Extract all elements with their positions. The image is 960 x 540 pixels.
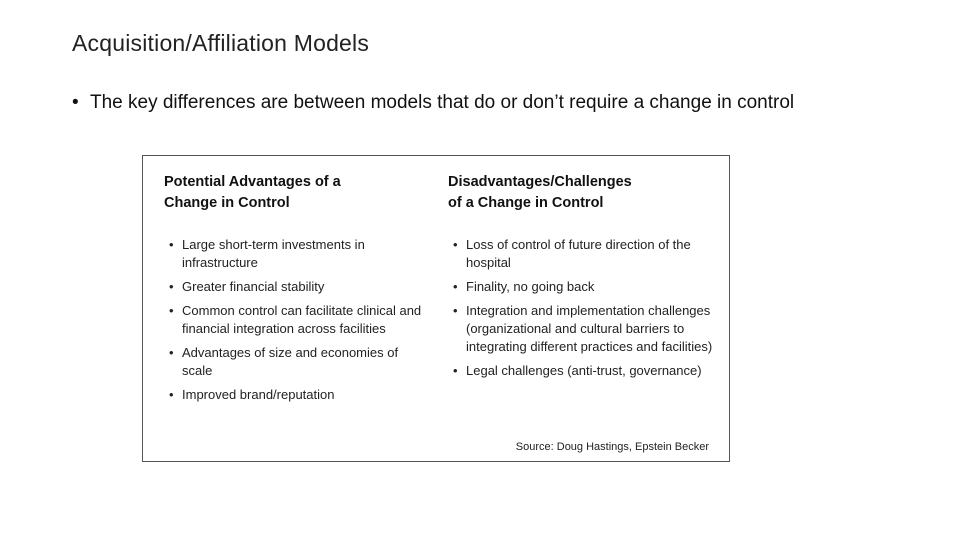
list-item [164, 278, 426, 296]
item-text: Large short-term investments in infrastructure [182, 237, 365, 270]
disadvantages-column [448, 172, 716, 386]
disadvantages-list [448, 236, 716, 380]
slide-bullet [72, 90, 872, 115]
bullet-icon: • [169, 345, 174, 360]
item-text: Integration and implementation challenges (organizational and cultural barriers to integrating different practices and facilities) [466, 303, 713, 354]
list-item [164, 386, 426, 404]
bullet-icon: • [72, 92, 79, 113]
list-item [164, 236, 426, 272]
list-item [448, 236, 716, 272]
item-text: Common control can facilitate clinical and financial integration across facilities [182, 303, 422, 336]
bullet-icon: • [453, 363, 458, 378]
bullet-text: The key differences are between models that do or don’t require a change in control [90, 92, 795, 113]
list-item [448, 302, 716, 356]
list-item [448, 362, 716, 380]
advantages-column [164, 172, 426, 410]
bullet-icon: • [169, 279, 174, 294]
bullet-icon: • [169, 237, 174, 252]
item-text: Legal challenges (anti-trust, governance) [466, 363, 702, 378]
item-text: Improved brand/reputation [182, 387, 335, 402]
advantages-list [164, 236, 426, 404]
source-caption: Source: Doug Hastings, Epstein Becker [515, 441, 709, 453]
bullet-icon: • [169, 387, 174, 402]
comparison-figure [142, 155, 730, 462]
bullet-icon: • [453, 279, 458, 294]
item-text: Loss of control of future direction of the hospital [466, 237, 691, 270]
advantages-heading: Potential Advantages of a Change in Control [164, 174, 341, 211]
bullet-icon: • [169, 303, 174, 318]
item-text: Greater financial stability [182, 279, 325, 294]
bullet-icon: • [453, 237, 458, 252]
list-item [164, 302, 426, 338]
list-item [164, 344, 426, 380]
list-item [448, 278, 716, 296]
item-text: Advantages of size and economies of scale [182, 345, 399, 378]
bullet-icon: • [453, 303, 458, 318]
item-text: Finality, no going back [466, 279, 595, 294]
disadvantages-heading: Disadvantages/Challenges of a Change in Control [448, 174, 632, 211]
slide-title: Acquisition/Affiliation Models [72, 30, 370, 56]
